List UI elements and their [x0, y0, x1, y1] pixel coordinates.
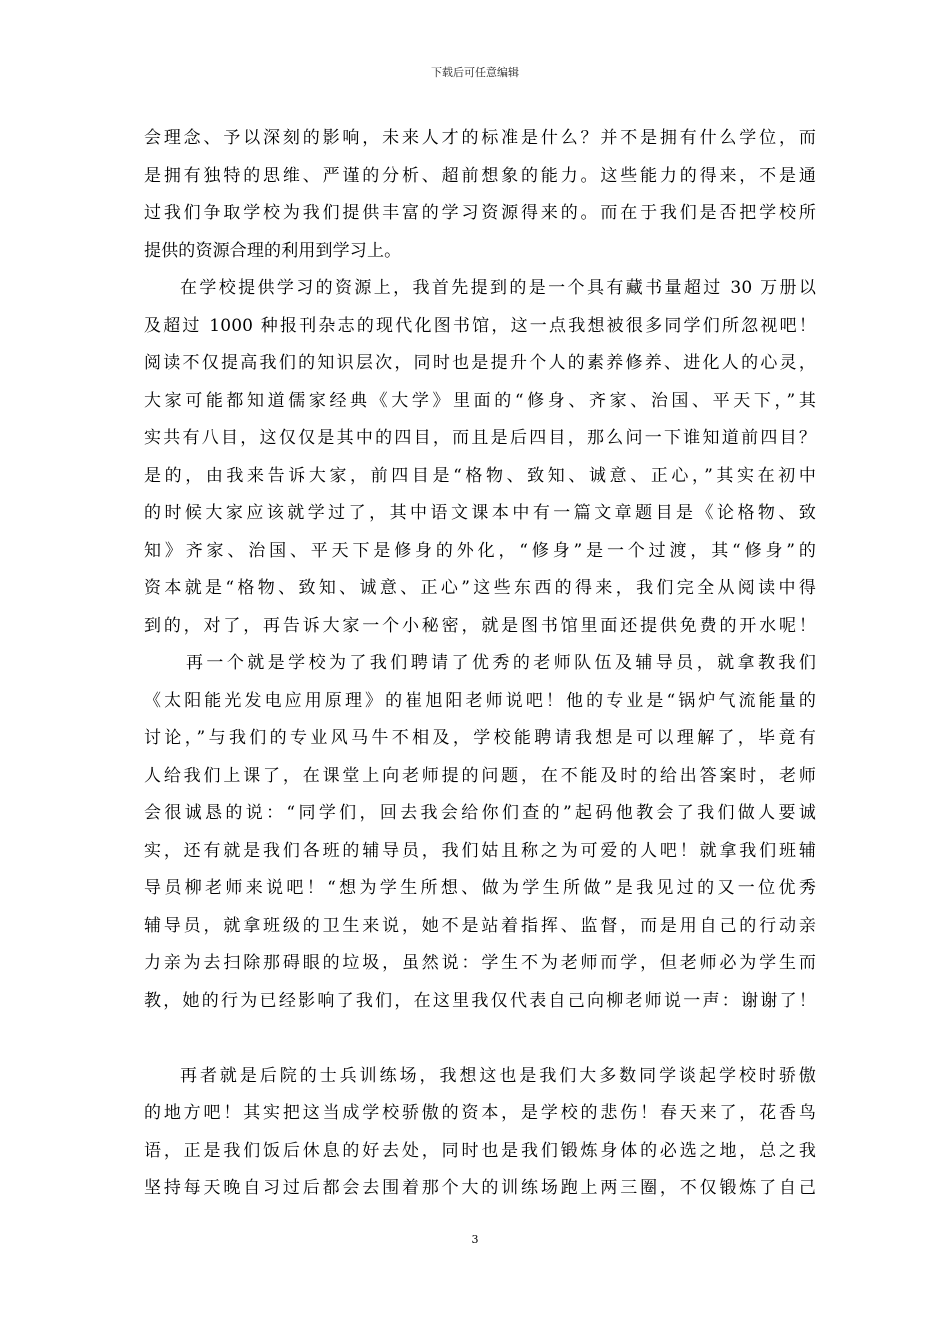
page-number: 3 — [471, 1233, 479, 1246]
blank-line — [144, 1020, 816, 1058]
text-line: 资本就是“格物、致知、诚意、正心”这些东西的得来，我们完全从阅读中得 — [144, 578, 816, 598]
paragraph-1 — [144, 120, 816, 270]
text-line: 大家可能都知道儒家经典《大学》里面的“修身、齐家、治国、平天下，”其 — [144, 390, 816, 411]
paragraph-4 — [144, 1058, 816, 1208]
text-line: 阅读不仅提高我们的知识层次，同时也是提升个人的素养修养、进化人的心灵， — [144, 353, 816, 373]
text-line: 是拥有独特的思维、严谨的分析、超前想象的能力。这些能力的得来，不是通 — [144, 165, 816, 186]
text-line: 的时候大家应该就学过了，其中语文课本中有一篇文章题目是《论格物、致 — [144, 503, 816, 523]
text-line: 到的，对了，再告诉大家一个小秘密，就是图书馆里面还提供免费的开水呢！ — [144, 615, 816, 636]
text-line: 提供的资源合理的利用到学习上。 — [144, 240, 402, 261]
text-line: 导员柳老师来说吧！“想为学生所想、做为学生所做”是我见过的又一位优秀 — [144, 878, 816, 898]
text-line: 会很诚恳的说：“同学们，回去我会给你们查的”起码他教会了我们做人要诚 — [144, 803, 816, 823]
text-line: 力亲为去扫除那碍眼的垃圾，虽然说：学生不为老师而学，但老师必为学生而 — [144, 953, 816, 973]
text-line: 讨论，”与我们的专业风马牛不相及，学校能聘请我想是可以理解了，毕竟有 — [144, 728, 816, 748]
text-line: 过我们争取学校为我们提供丰富的学习资源得来的。而在于我们是否把学校所 — [144, 203, 816, 223]
text-line: 是的，由我来告诉大家，前四目是“格物、致知、诚意、正心，”其实在初中 — [144, 465, 816, 486]
text-line: 人给我们上课了，在课堂上向老师提的问题，在不能及时的给出答案时，老师 — [144, 765, 816, 786]
text-line: 教，她的行为已经影响了我们，在这里我仅代表自己向柳老师说一声：谢谢了！ — [144, 990, 816, 1011]
text-line: 实，还有就是我们各班的辅导员，我们姑且称之为可爱的人吧！就拿我们班辅 — [144, 840, 816, 861]
text-line: 的地方吧！其实把这当成学校骄傲的资本，是学校的悲伤！春天来了，花香鸟 — [144, 1103, 816, 1123]
text-line: 辅导员，就拿班级的卫生来说，她不是站着指挥、监督，而是用自己的行动亲 — [144, 915, 816, 936]
paragraph-3 — [144, 645, 816, 1020]
page-header: 下载后可任意编辑 — [431, 66, 519, 79]
text-line: 再者就是后院的士兵训练场，我想这也是我们大多数同学谈起学校时骄傲 — [180, 1065, 816, 1086]
text-line: 在学校提供学习的资源上，我首先提到的是一个具有藏书量超过 30 万册以 — [180, 278, 816, 298]
text-line: 知》齐家、治国、平天下是修身的外化，“修身”是一个过渡，其“修身”的 — [144, 540, 816, 561]
text-line: 语，正是我们饭后休息的好去处，同时也是我们锻炼身体的必选之地，总之我 — [144, 1140, 816, 1161]
text-line: 及超过 1000 种报刊杂志的现代化图书馆，这一点我想被很多同学们所忽视吧！ — [144, 315, 816, 336]
document-body — [144, 120, 816, 1208]
text-line: 坚持每天晚自习过后都会去围着那个大的训练场跑上两三圈，不仅锻炼了自己 — [144, 1178, 816, 1198]
text-line: 《太阳能光发电应用原理》的崔旭阳老师说吧！他的专业是“锅炉气流能量的 — [144, 690, 816, 711]
text-line: 实共有八目，这仅仅是其中的四目，而且是后四目，那么问一下谁知道前四目？ — [144, 428, 816, 448]
text-line: 再一个就是学校为了我们聘请了优秀的老师队伍及辅导员，就拿教我们 — [186, 653, 816, 673]
text-line: 会理念、予以深刻的影响，未来人才的标准是什么？并不是拥有什么学位，而 — [144, 128, 816, 148]
paragraph-2 — [144, 270, 816, 645]
